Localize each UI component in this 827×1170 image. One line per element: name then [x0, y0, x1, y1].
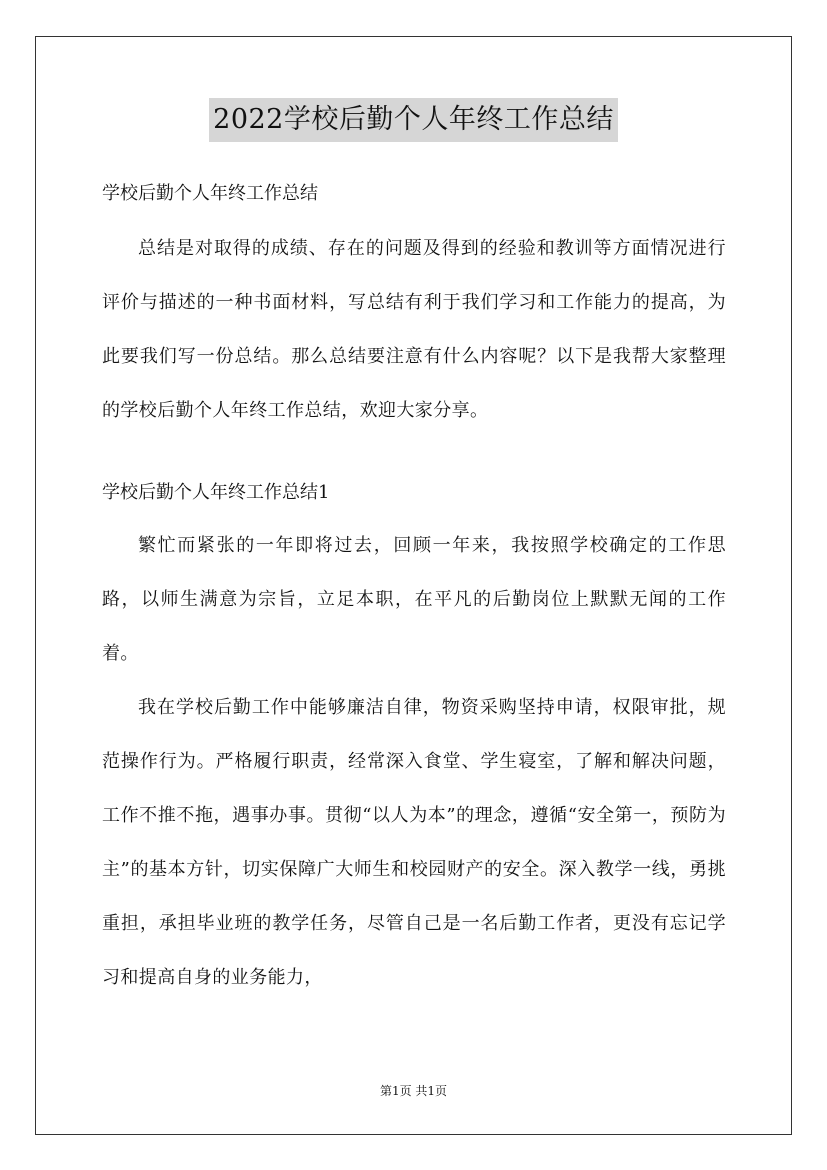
section-heading-1: 学校后勤个人年终工作总结1: [102, 482, 330, 503]
body-paragraph-2: 我在学校后勤工作中能够廉洁自律，物资采购坚持申请，权限审批，规范操作行为。严格履行职责，经常深入食堂、学生寝室，了解和解决问题，工作不推不拖，遇事办事。贯彻“以人为本”的理念，遵循“安全第一，预防为主”的基本方针，切实保障广大师生和校园财产的安全。深入教学一线，勇挑重担，承担毕业班的教学任务，尽管自己是一名后勤工作者，更没有忘记学习和提高自身的业务能力，: [102, 697, 726, 988]
title-container: [0, 98, 827, 142]
body-paragraph-1: 繁忙而紧张的一年即将过去，回顾一年来，我按照学校确定的工作思路，以师生满意为宗旨，立足本职，在平凡的后勤岗位上默默无闻的工作着。: [102, 535, 726, 664]
spacer: [102, 212, 726, 222]
intro-paragraph: 总结是对取得的成绩、存在的问题及得到的经验和教训等方面情况进行评价与描述的一种书面材料，写总结有利于我们学习和工作能力的提高，为此要我们写一份总结。那么总结要注意有什么内容呢？以下是我帮大家整理的学校后勤个人年终工作总结，欢迎大家分享。: [102, 238, 726, 421]
document-title: 2022学校后勤个人年终工作总结: [209, 98, 618, 142]
spacer: [102, 511, 726, 519]
document-body: [102, 175, 726, 1005]
page-number: 第1页 共1页: [379, 1084, 448, 1098]
spacer: [102, 438, 726, 474]
section-heading-intro: 学校后勤个人年终工作总结: [102, 183, 318, 204]
page-footer: [0, 1082, 827, 1099]
